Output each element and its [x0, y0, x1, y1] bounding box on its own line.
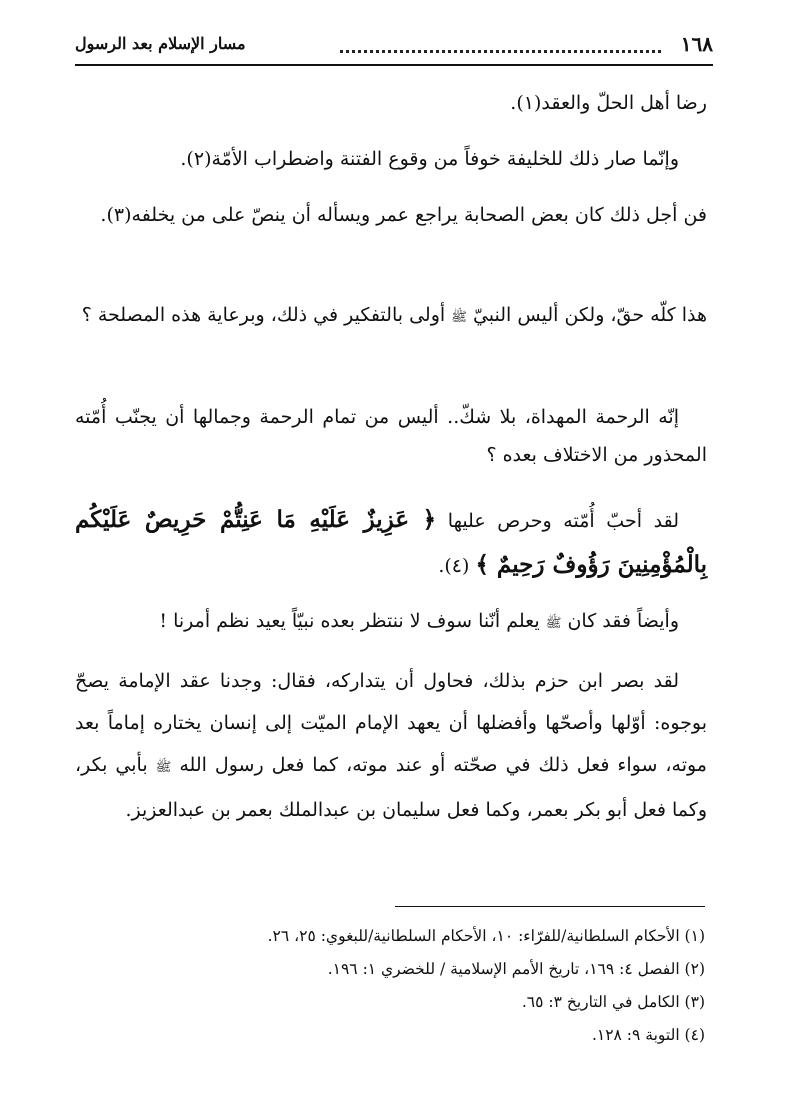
paragraph-8-part-b: بأبي بكر، وكما فعل أبو بكر بعمر، وكما فعل سليمان بن عبدالملك بعمر بن عبدالعزيز.	[75, 754, 707, 821]
paragraph-7-part-b: يعلم أنّنا سوف لا ننتظر بعده نبيّاً يعيد نظم أمرنا !	[159, 610, 540, 632]
footnote-1: (١) الأحكام السلطانية/للفرّاء: ١٠، الأحكام السلطانية/للبغوي: ٢٥، ٢٦.	[267, 927, 705, 945]
page-number: ١٦٨	[680, 32, 713, 56]
paragraph-7	[75, 602, 707, 643]
paragraph-3: فن أجل ذلك كان بعض الصحابة يراجع عمر ويسأله أن ينصّ على من يخلفه(٣).	[100, 204, 707, 226]
footnote-4: (٤) التوبة ٩: ١٢٨.	[591, 1026, 705, 1044]
paragraph-4	[75, 296, 707, 337]
paragraph-8	[75, 660, 707, 831]
paragraph-5: إنّه الرحمة المهداة، بلا شكّ.. أليس من تمام الرحمة وجمالها أن يجنّب أُمّته المحذور من الاختلاف بعده ؟	[75, 406, 707, 466]
footnote-3: (٣) الكامل في التاريخ ٣: ٦٥.	[521, 993, 705, 1011]
quran-footnote-ref: (٤).	[438, 555, 470, 577]
paragraph-8-part-a: لقد بصر ابن حزم بذلك، فحاول أن يتداركه، فقال: وجدنا عقد الإمامة يصحّ بوجوه: أوّلها وأصحّها وأفضلها أن يعهد الإمام الميّت إلى إنسان يختاره إماماً بعد موته، سواء فعل ذلك في صحّته أو عند موته، كما فعل رسول الله	[75, 670, 707, 776]
salawat-symbol: ﷺ	[155, 760, 172, 775]
salawat-symbol: ﷺ	[451, 310, 467, 325]
paragraph-2: وإنّما صار ذلك للخليفة خوفاً من وقوع الفتنة واضطراب الأمّة(٢).	[180, 148, 679, 170]
paragraph-6-intro: لقد أحبّ أُمّته وحرص عليها	[447, 510, 679, 532]
paragraph-6	[75, 498, 707, 588]
paragraph-7-part-a: وأيضاً فقد كان	[567, 610, 679, 632]
paragraph-4-part-a: هذا كلّه حقّ، ولكن أليس النبيّ	[472, 304, 707, 326]
footnote-2: (٢) الفصل ٤: ١٦٩، تاريخ الأمم الإسلامية / للخضري ١: ١٩٦.	[327, 960, 705, 978]
header-dot-leader	[340, 36, 661, 53]
paragraph-1: رضا أهل الحلّ والعقد(١).	[510, 92, 707, 114]
running-title: مسار الإسلام بعد الرسول	[75, 34, 246, 53]
footnote-separator	[395, 906, 705, 907]
running-header	[75, 30, 713, 66]
salawat-symbol: ﷺ	[545, 616, 562, 631]
paragraph-4-part-b: أولى بالتفكير في ذلك، وبرعاية هذه المصلحة ؟	[81, 304, 446, 326]
quran-verse: ﴿ عَزِيزٌ عَلَيْهِ مَا عَنِتُّمْ حَرِيصٌ عَلَيْكُم بِالْمُؤْمِنِينَ رَؤُوفٌ رَحِيمٌ ﴾	[75, 506, 707, 578]
